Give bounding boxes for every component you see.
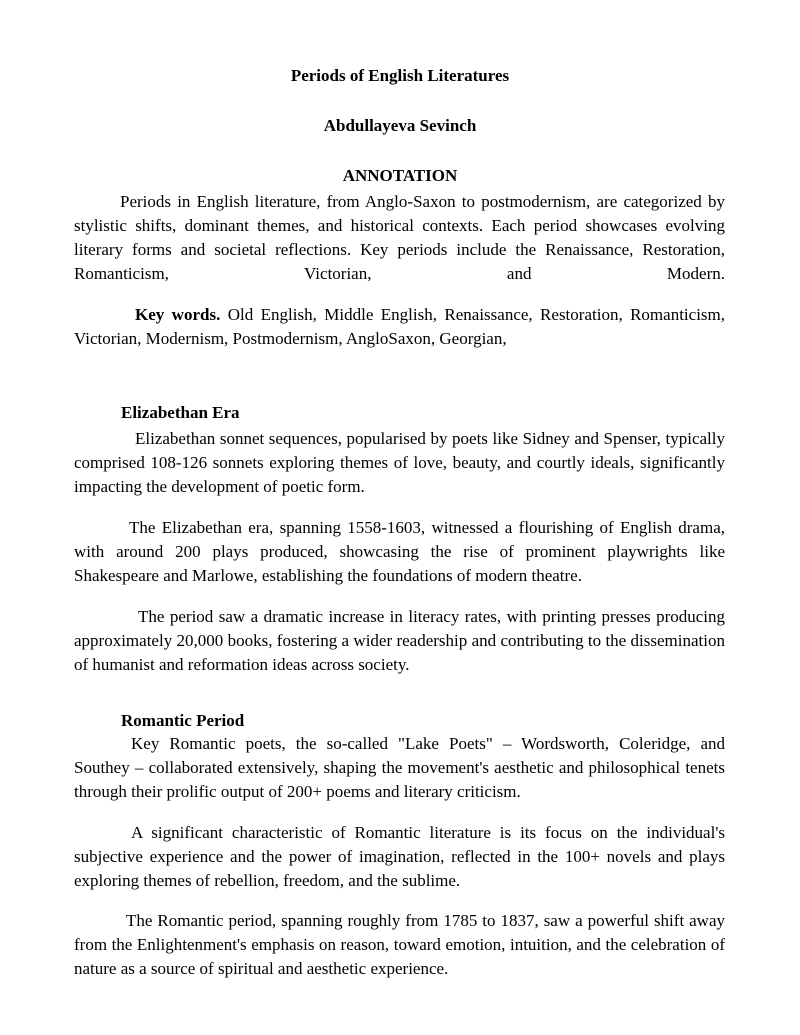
elizabethan-paragraph-1: Elizabethan sonnet sequences, popularised by poets like Sidney and Spenser, typically comprised 108-126 sonnets exploring themes of love, beauty, and courtly ideals, significantly impacting the development of poetic form. bbox=[74, 429, 725, 496]
romantic-paragraph-3: The Romantic period, spanning roughly from 1785 to 1837, saw a powerful shift away from the Enlightenment's emphasis on reason, toward emotion, intuition, and the celebration of nature as a source of spiritual and aesthetic experience. bbox=[74, 911, 725, 978]
document-title: Periods of English Literatures bbox=[290, 66, 510, 85]
keywords-text: Old English, Middle English, Renaissance, Restoration, Romanticism, Victorian, Modernism, Postmodernism, AngloSaxon, Georgian, bbox=[74, 305, 726, 348]
section-heading-elizabethan: Elizabethan Era bbox=[121, 403, 240, 422]
annotation-heading: ANNOTATION bbox=[342, 166, 458, 185]
elizabethan-paragraph-3: The period saw a dramatic increase in literacy rates, with printing presses producing approximately 20,000 books, fostering a wider readership and contributing to the dissemination of humanist and reformation ideas across society. bbox=[74, 607, 725, 674]
romantic-paragraph-1: Key Romantic poets, the so-called "Lake Poets" – Wordsworth, Coleridge, and Southey – collaborated extensively, shaping the movement's aesthetic and philosophical tenets through their prolific output of 200+ poems and literary criticism. bbox=[74, 734, 725, 801]
section-heading-romantic: Romantic Period bbox=[121, 711, 245, 730]
elizabethan-paragraph-2: The Elizabethan era, spanning 1558-1603, witnessed a flourishing of English drama, with around 200 plays produced, showcasing the rise of prominent playwrights like Shakespeare and Marlowe, establishing the foundations of modern theatre. bbox=[74, 518, 725, 585]
keywords-paragraph bbox=[74, 303, 725, 351]
author-name: Abdullayeva Sevinch bbox=[323, 116, 477, 135]
keywords-label: Key words. bbox=[135, 305, 221, 324]
romantic-paragraph-2: A significant characteristic of Romantic literature is its focus on the individual's subjective experience and the power of imagination, reflected in the 100+ novels and plays exploring themes of rebellion, freedom, and the sublime. bbox=[74, 823, 725, 890]
annotation-paragraph: Periods in English literature, from Anglo-Saxon to postmodernism, are categorized by stylistic shifts, dominant themes, and historical contexts. Each period showcases evolving literary forms and societal reflections. Key periods include the Renaissance, Restoration, Romanticism, Victorian, and Modern. bbox=[74, 192, 725, 283]
